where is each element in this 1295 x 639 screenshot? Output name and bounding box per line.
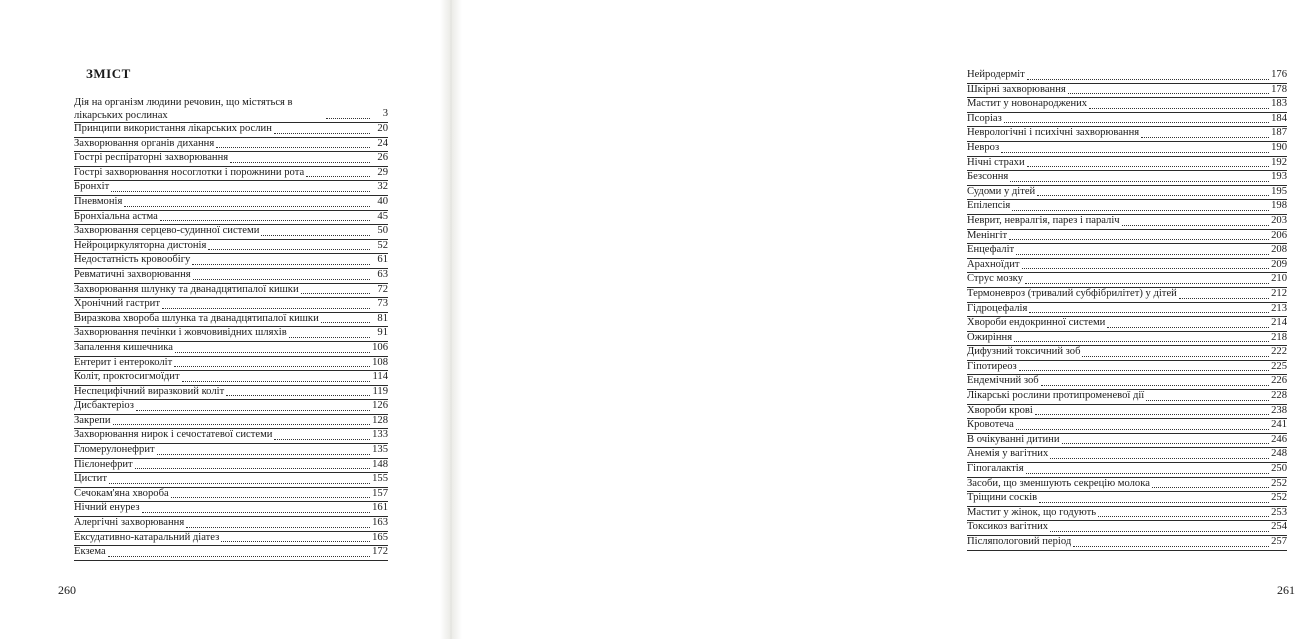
toc-entry-page: 228: [1271, 390, 1287, 402]
dot-leader: [1022, 260, 1269, 269]
toc-entry: [967, 142, 1287, 157]
toc-entry: [74, 473, 388, 488]
toc-entry-page: 208: [1271, 244, 1287, 256]
dot-leader: [1037, 187, 1269, 196]
toc-entry-title: Дисбактеріоз: [74, 400, 134, 412]
dot-leader: [301, 285, 370, 294]
dot-leader: [230, 154, 370, 163]
toc-entry: [967, 434, 1287, 449]
toc-entry: [74, 225, 388, 240]
toc-entry-title: Псоріаз: [967, 112, 1002, 124]
toc-entry: [967, 186, 1287, 201]
dot-leader: [274, 431, 370, 440]
toc-entry: [74, 167, 388, 182]
toc-entry-page: 119: [372, 385, 388, 397]
contents-heading: ЗМІСТ: [86, 66, 131, 81]
toc-entry: [967, 419, 1287, 434]
toc-entry-title: Засоби, що зменшують секрецію молока: [967, 477, 1150, 489]
toc-entry-title: Мастит у новонароджених: [967, 98, 1088, 110]
dot-leader: [289, 329, 370, 338]
toc-entry-page: 114: [372, 371, 388, 383]
dot-leader: [1025, 275, 1269, 284]
toc-entry-page: 250: [1271, 463, 1287, 475]
dot-leader: [136, 402, 370, 411]
dot-leader: [1089, 100, 1269, 109]
toc-entry: [967, 361, 1287, 376]
toc-entry: [74, 298, 388, 313]
toc-entry: [74, 546, 388, 561]
toc-entry: [74, 211, 388, 226]
toc-entry: [967, 332, 1287, 347]
toc-entry-title: Анемія у вагітних: [967, 448, 1049, 460]
toc-entry-page: 155: [372, 473, 388, 485]
dot-leader: [1041, 377, 1269, 386]
dot-leader: [1082, 348, 1269, 357]
toc-entry-page: 26: [377, 152, 388, 164]
toc-entry-page: 24: [377, 137, 388, 149]
toc-entry: [74, 429, 388, 444]
toc-entry-page: 45: [377, 210, 388, 222]
dot-leader: [171, 489, 370, 498]
dot-leader: [216, 139, 370, 148]
dot-leader: [162, 300, 370, 309]
dot-leader: [142, 504, 370, 513]
toc-entry-title: Судоми у дітей: [967, 185, 1036, 197]
toc-entry-page: 241: [1271, 419, 1287, 431]
toc-entry: [74, 459, 388, 474]
toc-entry-page: 165: [372, 531, 388, 543]
toc-entry-title: Енцефаліт: [967, 244, 1015, 256]
toc-entry-title: Ожиріння: [967, 331, 1013, 343]
toc-entry: [74, 284, 388, 299]
toc-entry: [967, 171, 1287, 186]
toc-entry-page: 210: [1271, 273, 1287, 285]
toc-entry: [967, 492, 1287, 507]
toc-entry-title: Нічні страхи: [967, 156, 1025, 168]
toc-entry-title: Захворювання шлунку та дванадцятипалої кишки: [74, 283, 299, 295]
toc-entry: [74, 342, 388, 357]
dot-leader: [221, 533, 370, 542]
dot-leader: [208, 241, 370, 250]
toc-entry-title: Гострі захворювання носоглотки і порожнини рота: [74, 166, 305, 178]
toc-entry-page: 163: [372, 517, 388, 529]
toc-entry: [967, 390, 1287, 405]
toc-entry: [967, 405, 1287, 420]
dot-leader: [1122, 217, 1269, 226]
toc-entry-page: 157: [372, 487, 388, 499]
toc-entry: [967, 244, 1287, 259]
dot-leader: [1026, 465, 1269, 474]
toc-entry-page: 106: [372, 341, 388, 353]
toc-entry: [967, 127, 1287, 142]
book-gutter: [440, 0, 462, 639]
toc-entry-page: 253: [1271, 506, 1287, 518]
toc-entry-page: 257: [1271, 536, 1287, 547]
dot-leader: [1027, 158, 1269, 167]
dot-leader: [1016, 421, 1269, 430]
toc-entry-title: Сечокам'яна хвороба: [74, 487, 169, 499]
toc-entry: [74, 357, 388, 372]
toc-entry-title: Екзема: [74, 546, 106, 558]
dot-leader: [321, 314, 370, 323]
toc-entry: [74, 254, 388, 269]
toc-entry-page: 108: [372, 356, 388, 368]
toc-entry: [967, 69, 1287, 84]
dot-leader: [1016, 246, 1269, 255]
toc-entry: [967, 448, 1287, 463]
toc-entry: [74, 488, 388, 503]
dot-leader: [113, 416, 371, 425]
toc-entry-page: 20: [377, 123, 388, 134]
dot-leader: [1068, 85, 1269, 94]
dot-leader: [111, 183, 370, 192]
toc-entry-title: Недостатність кровообігу: [74, 254, 191, 266]
toc-entry-title: Ревматичні захворювання: [74, 268, 191, 280]
toc-entry-page: 198: [1271, 200, 1287, 212]
dot-leader: [174, 358, 370, 367]
toc-entry-page: 172: [372, 546, 388, 558]
toc-entry: [74, 181, 388, 196]
toc-entry-page: 161: [372, 502, 388, 514]
toc-entry: [74, 313, 388, 328]
toc-entry-title: Коліт, проктосигмоїдит: [74, 371, 180, 383]
toc-entry: [967, 98, 1287, 113]
toc-entry-page: 40: [377, 195, 388, 207]
toc-entry: [74, 386, 388, 401]
toc-entry: [74, 327, 388, 342]
toc-entry-title: Цистит: [74, 473, 107, 485]
toc-entry-page: 213: [1271, 302, 1287, 314]
dot-leader: [175, 344, 370, 353]
dot-leader: [1050, 523, 1269, 532]
toc-entry-page: 252: [1271, 492, 1287, 504]
toc-entry-page: 254: [1271, 521, 1287, 533]
dot-leader: [1107, 319, 1269, 328]
dot-leader: [274, 125, 370, 134]
toc-entry-title: Токсикоз вагітних: [967, 521, 1049, 533]
toc-entry-page: 133: [372, 429, 388, 441]
dot-leader: [1004, 114, 1269, 123]
toc-entry-page: 209: [1271, 258, 1287, 270]
dot-leader: [1035, 406, 1269, 415]
toc-entry: [967, 157, 1287, 172]
dot-leader: [1014, 333, 1269, 342]
toc-entry: [74, 517, 388, 532]
toc-entry-page: 212: [1271, 287, 1287, 299]
toc-entry-page: 91: [377, 327, 388, 339]
toc-entry-title: Мастит у жінок, що годують: [967, 506, 1097, 518]
dot-leader: [157, 446, 370, 455]
dot-leader: [1098, 508, 1269, 517]
toc-entry: [967, 536, 1287, 551]
toc-entry-page: 203: [1271, 214, 1287, 226]
toc-entry: [967, 521, 1287, 536]
toc-entry: [74, 152, 388, 167]
dot-leader: [1179, 290, 1269, 299]
toc-entry-title: Хвороби ендокринної системи: [967, 317, 1106, 329]
toc-entry-title: Невроз: [967, 141, 1000, 153]
toc-entry-page: 3: [382, 108, 388, 120]
page-number-left: 260: [58, 583, 76, 597]
page-number-right: 261: [1277, 583, 1295, 597]
toc-entry-title: Неврологічні і психічні захворювання: [967, 127, 1140, 139]
toc-entry: [967, 200, 1287, 215]
toc-entry: [967, 346, 1287, 361]
dot-leader: [1012, 202, 1269, 211]
dot-leader: [192, 256, 370, 265]
toc-entry: [74, 444, 388, 459]
dot-leader: [1073, 538, 1269, 547]
toc-entry-title: Кровотеча: [967, 419, 1014, 431]
toc-entry-title: Лікарські рослини протипроменевої дії: [967, 390, 1145, 402]
toc-entry-title: Захворювання серцево-судинної системи: [74, 225, 260, 237]
toc-entry: [967, 303, 1287, 318]
toc-entry: [74, 123, 388, 138]
toc-entry-page: 195: [1271, 185, 1287, 197]
toc-entry-page: 128: [372, 414, 388, 426]
dot-leader: [1039, 494, 1269, 503]
toc-entry-page: 192: [1271, 156, 1287, 168]
toc-entry: [74, 95, 388, 123]
toc-entry-title: Гломерулонефрит: [74, 444, 155, 456]
toc-entry-title: Ентерит і ентероколіт: [74, 356, 173, 368]
toc-entry-title: Гіпогалактія: [967, 463, 1024, 475]
toc-entry-page: 226: [1271, 375, 1287, 387]
toc-entry-page: 222: [1271, 346, 1287, 358]
toc-entry-page: 225: [1271, 360, 1287, 372]
toc-entry-title: Неспецифічний виразковий коліт: [74, 385, 225, 397]
dot-leader: [326, 110, 370, 119]
toc-entry-title: Тріщини сосків: [967, 492, 1038, 504]
toc-entry-title: Шкірні захворювання: [967, 83, 1066, 95]
toc-entry-title: В очікуванні дитини: [967, 433, 1060, 445]
toc-entry: [967, 273, 1287, 288]
toc-entry-page: 184: [1271, 112, 1287, 124]
dot-leader: [108, 548, 370, 557]
toc-entry-title: Хронічний гастрит: [74, 298, 160, 310]
toc-entry-page: 190: [1271, 141, 1287, 153]
toc-entry-title: Алергічні захворювання: [74, 517, 185, 529]
toc-entry: [74, 196, 388, 211]
dot-leader: [186, 519, 370, 528]
toc-entry: [74, 269, 388, 284]
dot-leader: [1027, 71, 1269, 80]
dot-leader: [306, 168, 370, 177]
dot-leader: [193, 271, 370, 280]
toc-list-right: [967, 69, 1287, 551]
dot-leader: [109, 475, 370, 484]
dot-leader: [1001, 144, 1269, 153]
toc-entry: [967, 317, 1287, 332]
toc-entry-title: Бронхіт: [74, 181, 110, 193]
toc-entry-page: 238: [1271, 404, 1287, 416]
toc-entry: [967, 478, 1287, 493]
dot-leader: [1029, 304, 1269, 313]
toc-entry-title: Захворювання нирок і сечостатевої системи: [74, 429, 273, 441]
toc-entry-title: Захворювання органів дихання: [74, 137, 215, 149]
toc-entry: [967, 507, 1287, 522]
toc-entry-page: 50: [377, 225, 388, 237]
toc-entry-page: 81: [377, 312, 388, 324]
toc-entry: [74, 532, 388, 547]
toc-entry-title: Термоневроз (тривалий субфібрилітет) у дітей: [967, 287, 1177, 299]
toc-entry-page: 183: [1271, 98, 1287, 110]
toc-entry-title: Післяпологовий період: [967, 536, 1072, 547]
toc-entry-title: Пневмонія: [74, 195, 123, 207]
toc-entry: [74, 240, 388, 255]
toc-entry-title: Хвороби крові: [967, 404, 1033, 416]
toc-entry: [74, 138, 388, 153]
toc-entry-page: 252: [1271, 477, 1287, 489]
toc-entry-title: Запалення кишечника: [74, 341, 173, 353]
toc-entry-title: Ексудативно-катаральний діатез: [74, 531, 220, 543]
toc-entry-page: 148: [372, 458, 388, 470]
toc-entry-title: Пієлонефрит: [74, 458, 133, 470]
toc-entry-page: 126: [372, 400, 388, 412]
toc-entry-title: Ендемічний зоб: [967, 375, 1039, 387]
toc-entry-page: 63: [377, 268, 388, 280]
toc-entry-title: Нічний енурез: [74, 502, 140, 514]
toc-entry-title: Струс мозку: [967, 273, 1023, 285]
dot-leader: [226, 387, 370, 396]
toc-entry-page: 193: [1271, 171, 1287, 183]
toc-entry-title: Епілепсія: [967, 200, 1011, 212]
toc-entry: [74, 371, 388, 386]
dot-leader: [1062, 435, 1270, 444]
toc-entry-page: 61: [377, 254, 388, 266]
dot-leader: [1141, 129, 1269, 138]
toc-list-left: [74, 95, 388, 561]
toc-entry-page: 176: [1271, 69, 1287, 80]
toc-entry: [967, 84, 1287, 99]
left-page: [0, 0, 449, 639]
toc-entry-page: 246: [1271, 433, 1287, 445]
toc-entry-page: 29: [377, 166, 388, 178]
toc-entry-title: Гідроцефалія: [967, 302, 1028, 314]
toc-entry-title: Захворювання печінки і жовчовивідних шляхів: [74, 327, 287, 339]
toc-entry-title: Виразкова хвороба шлунка та дванадцятипалої кишки: [74, 312, 319, 324]
toc-entry: [967, 113, 1287, 128]
toc-entry: [967, 288, 1287, 303]
dot-leader: [1146, 392, 1269, 401]
dot-leader: [124, 198, 370, 207]
dot-leader: [1010, 173, 1269, 182]
toc-entry-title: Дифузний токсичний зоб: [967, 346, 1081, 358]
toc-entry-title: Нейродерміт: [967, 69, 1025, 80]
dot-leader: [1019, 362, 1269, 371]
toc-entry: [74, 400, 388, 415]
dot-leader: [261, 227, 370, 236]
toc-entry-title: Неврит, невралгія, парез і параліч: [967, 214, 1120, 226]
dot-leader: [135, 460, 370, 469]
toc-entry-title: Бронхіальна астма: [74, 210, 158, 222]
toc-entry-title: Закрепи: [74, 414, 111, 426]
dot-leader: [1152, 479, 1269, 488]
toc-entry-page: 214: [1271, 317, 1287, 329]
toc-entry: [967, 215, 1287, 230]
dot-leader: [160, 212, 370, 221]
toc-entry: [967, 375, 1287, 390]
right-page: [451, 0, 1295, 639]
toc-entry: [74, 502, 388, 517]
toc-entry-title: Безсоння: [967, 171, 1009, 183]
toc-entry-title: Дія на організм людини речовин, що містяться в лікарських рослинах: [74, 97, 293, 121]
toc-entry-title: Гіпотиреоз: [967, 360, 1017, 372]
toc-entry-page: 187: [1271, 127, 1287, 139]
toc-entry-page: 52: [377, 239, 388, 251]
dot-leader: [1009, 231, 1269, 240]
toc-entry-page: 178: [1271, 83, 1287, 95]
toc-entry-title: Менінгіт: [967, 229, 1008, 241]
toc-entry-page: 218: [1271, 331, 1287, 343]
toc-entry-title: Принципи використання лікарських рослин: [74, 123, 272, 134]
toc-entry: [967, 259, 1287, 274]
toc-entry-page: 248: [1271, 448, 1287, 460]
dot-leader: [182, 373, 370, 382]
toc-entry-page: 32: [377, 181, 388, 193]
toc-entry: [967, 230, 1287, 245]
toc-entry-title: Арахноїдит: [967, 258, 1020, 270]
toc-entry-title: Гострі респіраторні захворювання: [74, 152, 229, 164]
dot-leader: [1050, 450, 1269, 459]
toc-entry: [74, 415, 388, 430]
toc-entry-page: 72: [377, 283, 388, 295]
toc-entry-title: Нейроциркуляторна дистонія: [74, 239, 207, 251]
toc-entry-page: 135: [372, 444, 388, 456]
toc-entry-page: 206: [1271, 229, 1287, 241]
toc-entry: [967, 463, 1287, 478]
toc-entry-page: 73: [377, 298, 388, 310]
